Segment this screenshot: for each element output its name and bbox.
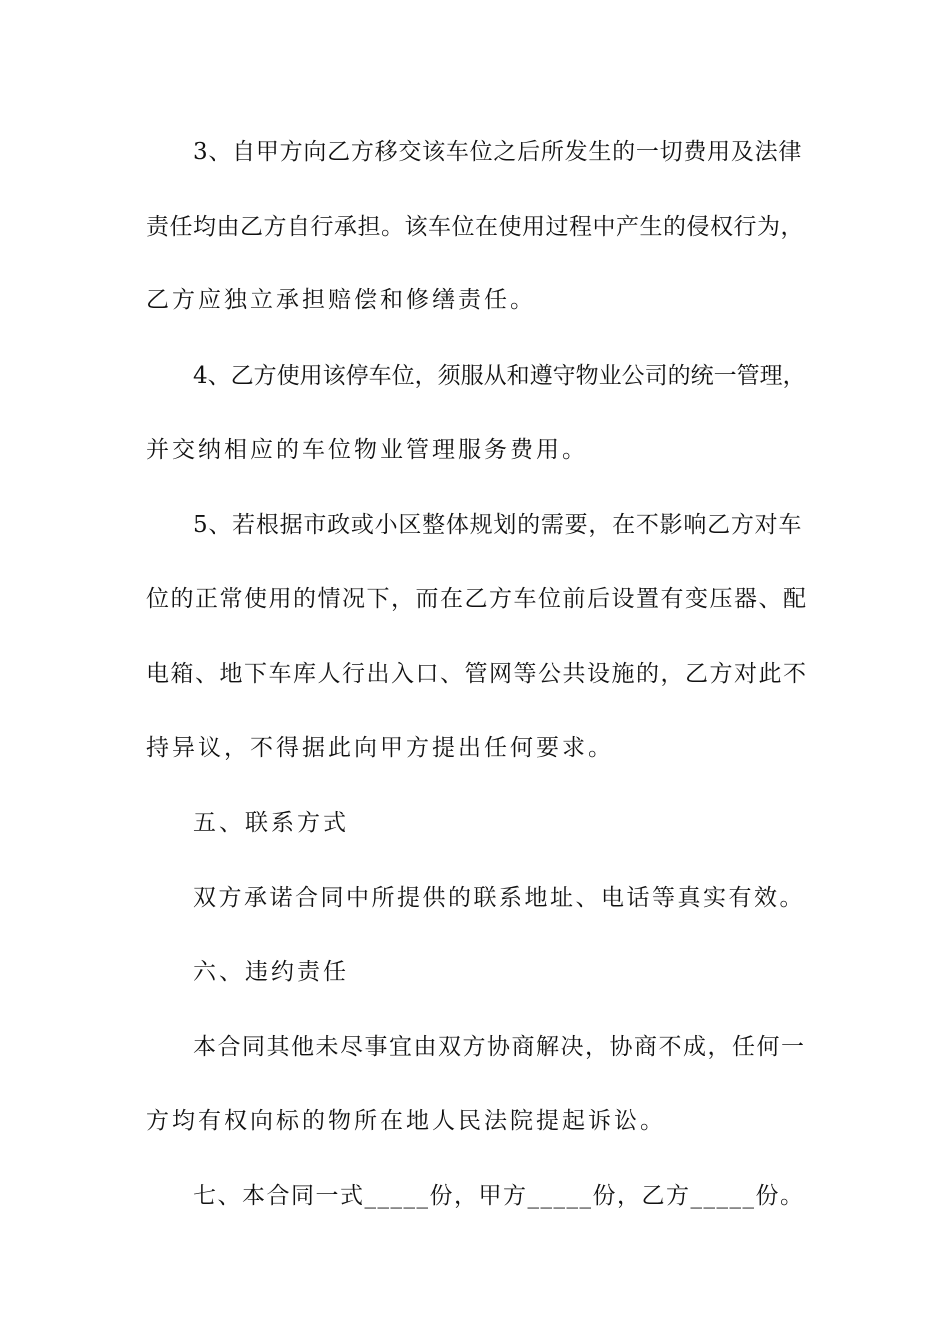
section-6-body-line-1: 本合同其他未尽事宜由双方协商解决，协商不成，任何一 [193,1034,806,1060]
clause-5-line-2: 位的正常使用的情况下，而在乙方车位前后设置有变压器、配 [146,586,808,612]
clause-3-line-3: 乙方应独立承担赔偿和修缮责任。 [146,287,536,313]
section-6-body-line-2: 方均有权向标的物所在地人民法院提起诉讼。 [146,1108,666,1134]
section-6-heading: 六、违约责任 [193,959,349,985]
clause-3-line-1: 3、自甲方向乙方移交该车位之后所发生的一切费用及法律 [193,139,803,165]
clause-4-line-1: 4、乙方使用该停车位，须服从和遵守物业公司的统一管理， [193,363,806,389]
clause-4-line-2: 并交纳相应的车位物业管理服务费用。 [146,437,588,463]
clause-5-line-3: 电箱、地下车库人行出入口、管网等公共设施的，乙方对此不 [146,661,808,687]
section-5-body: 双方承诺合同中所提供的联系地址、电话等真实有效。 [193,885,805,911]
clause-3-line-2: 责任均由乙方自行承担。该车位在使用过程中产生的侵权行为， [146,214,804,240]
clause-5-line-1: 5、若根据市政或小区整体规划的需要，在不影响乙方对车 [193,512,803,538]
section-5-heading: 五、联系方式 [193,810,349,836]
clause-5-line-4: 持异议，不得据此向甲方提出任何要求。 [146,735,614,761]
section-7-line: 七、本合同一式_____份，甲方_____份，乙方_____份。 [193,1183,805,1209]
